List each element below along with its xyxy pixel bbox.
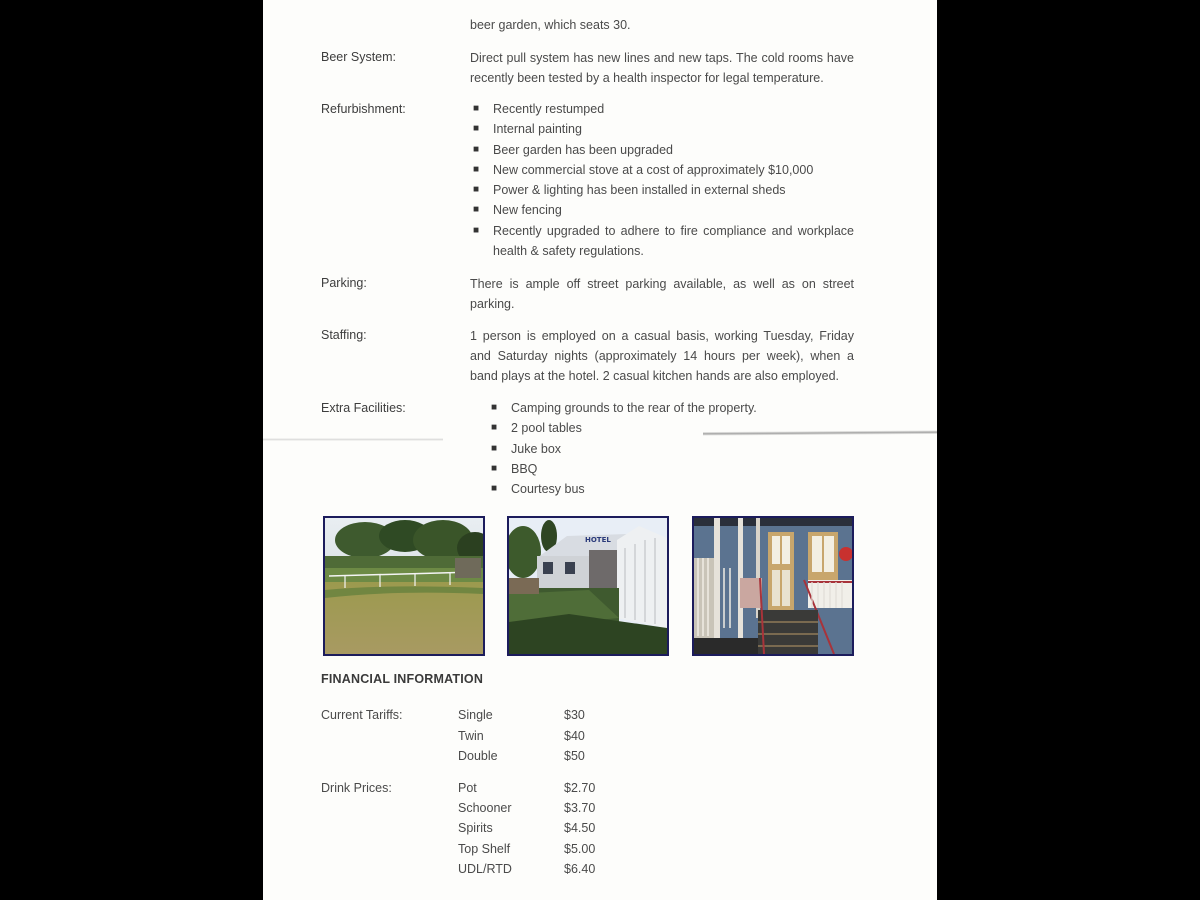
- current-tariffs-label: Current Tariffs:: [321, 708, 403, 722]
- paper-crease: [703, 430, 937, 436]
- drink-name: UDL/RTD: [458, 861, 512, 876]
- extra-facilities-label: Extra Facilities:: [321, 401, 406, 415]
- list-item: ■ Beer garden has been upgraded: [470, 140, 854, 160]
- bullet-icon: ■: [473, 184, 480, 196]
- tariff-name: Single: [458, 708, 493, 722]
- drink-price: $6.40: [564, 861, 596, 876]
- staffing-label: Staffing:: [321, 328, 367, 342]
- tariff-name: Twin: [458, 728, 484, 743]
- paper-crease: [263, 438, 443, 441]
- list-item: ■ Recently upgraded to adhere to fire compliance and workplace health & safety regulations.: [470, 221, 854, 262]
- intro-fragment: beer garden, which seats 30.: [470, 18, 631, 32]
- tariff-price: $30: [564, 708, 585, 722]
- hotel-sign-text: HOTEL: [585, 536, 611, 544]
- verandah-photo: [692, 516, 854, 656]
- bullet-icon: ■: [473, 143, 480, 155]
- drink-name: Pot: [458, 781, 477, 795]
- beer-system-text: Direct pull system has new lines and new taps. The cold rooms have recently been tested by a health inspector for legal temperature.: [470, 51, 854, 85]
- drink-price: $3.70: [564, 801, 596, 816]
- parking-label: Parking:: [321, 276, 367, 290]
- bullet-icon: ■: [473, 224, 480, 236]
- table-row: [564, 778, 595, 879]
- bullet-icon: ■: [473, 163, 480, 175]
- financial-heading: FINANCIAL INFORMATION: [321, 672, 484, 686]
- bullet-icon: ■: [491, 442, 498, 454]
- bullet-icon: ■: [473, 123, 480, 135]
- list-item: ■ New commercial stove at a cost of approximately $10,000: [470, 160, 854, 180]
- table-row: [458, 778, 512, 879]
- hotel-rear-photo: [507, 516, 669, 656]
- list-item: ■ Courtesy bus: [488, 479, 858, 499]
- beer-garden-photo: [323, 516, 485, 656]
- bullet-icon: ■: [491, 483, 498, 495]
- drink-name: Schooner: [458, 801, 512, 816]
- list-item: ■ BBQ: [488, 459, 858, 479]
- parking-text: There is ample off street parking available, as well as on street parking.: [470, 277, 854, 311]
- list-item: ■ Power & lighting has been installed in external sheds: [470, 180, 854, 200]
- drink-price: $4.50: [564, 821, 596, 836]
- document-page: [263, 0, 937, 900]
- list-item: ■ Recently restumped: [470, 99, 854, 119]
- list-item: ■ 2 pool tables: [488, 418, 858, 438]
- table-row: [458, 705, 498, 767]
- drink-price: $5.00: [564, 841, 596, 856]
- drink-name: Spirits: [458, 821, 493, 836]
- beer-system-label: Beer System:: [321, 50, 397, 64]
- bullet-icon: ■: [491, 462, 498, 474]
- bullet-icon: ■: [473, 103, 480, 114]
- refurbishment-label: Refurbishment:: [321, 102, 406, 116]
- staffing-text: 1 person is employed on a casual basis, working Tuesday, Friday and Saturday nights (approximately 14 hours per week), when a band plays at the hotel. 2 casual kitchen hands are also employed.: [470, 329, 854, 383]
- drink-prices-label: Drink Prices:: [321, 781, 392, 795]
- tariff-name: Double: [458, 749, 498, 763]
- list-item: ■ Internal painting: [470, 119, 854, 139]
- bullet-icon: ■: [473, 204, 480, 216]
- tariff-price: $40: [564, 728, 585, 743]
- list-item: ■ Juke box: [488, 439, 858, 459]
- refurbishment-list: [470, 99, 854, 261]
- drink-price: $2.70: [564, 781, 596, 795]
- table-row: [564, 705, 585, 767]
- bullet-icon: ■: [491, 402, 498, 413]
- drink-name: Top Shelf: [458, 841, 511, 856]
- list-item: ■ Camping grounds to the rear of the property.: [488, 398, 858, 418]
- extra-facilities-list: [488, 398, 858, 499]
- bullet-icon: ■: [491, 422, 498, 434]
- list-item: ■ New fencing: [470, 200, 854, 220]
- tariff-price: $50: [564, 749, 585, 763]
